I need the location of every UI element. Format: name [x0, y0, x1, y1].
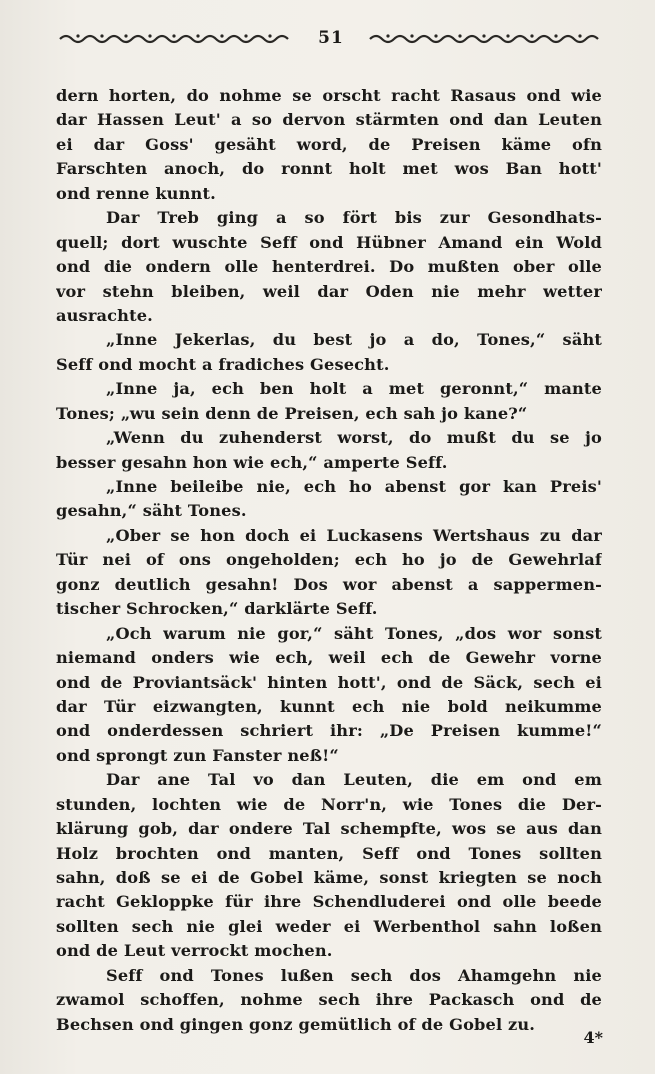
left-ornament-icon [58, 32, 294, 44]
text-line: ond sprongt zun Fanster neß!“ [56, 745, 339, 765]
text-line: ond de Proviantsäck' hinten hott', ond de Säck, sech ei [56, 672, 602, 692]
text-line: Tones; „wu sein denn de Preisen, ech sah jo kane?“ [56, 403, 528, 423]
text-line: stunden, lochten wie de Norr'n, wie Tones die Der- [56, 794, 602, 814]
page-number: 51 [318, 28, 344, 48]
page-header [58, 26, 604, 50]
text-line: vor stehn bleiben, weil dar Oden nie mehr wetter [56, 281, 602, 301]
text-line: Bechsen ond gingen gonz gemütlich of de Gobel zu. [56, 1014, 536, 1034]
text-line: sahn, doß se ei de Gobel käme, sonst kriegten se noch [56, 868, 602, 887]
text-line: besser gesahn hon wie ech,“ amperte Seff. [56, 452, 448, 472]
text-line: „Inne Jekerlas, du best jo a do, Tones,“ säht [106, 330, 602, 350]
text-line: gesahn,“ säht Tones. [56, 501, 247, 521]
body-text [56, 84, 602, 1037]
text-line: ond onderdessen schriert ihr: „De Preisen kumme!“ [56, 721, 602, 741]
text-line: ei dar Goss' gesäht word, de Preisen käme ofn [56, 134, 602, 154]
text-line: racht Gekloppke für ihre Schendluderei ond olle beede [56, 892, 602, 912]
text-line: tischer Schrocken,“ darklärte Seff. [56, 599, 378, 619]
text-line: „Inne ja, ech ben holt a met geronnt,“ mante [106, 379, 602, 399]
text-line: Seff ond Tones lußen sech dos Ahamgehn nie [106, 965, 602, 985]
text-line: dar Hassen Leut' a so dervon stärmten ond dan Leuten [56, 110, 602, 130]
text-line: dar Tür eizwangten, kunnt ech nie bold neikumme [56, 696, 602, 716]
text-line: „Ober se hon doch ei Luckasens Wertshaus zu dar [106, 525, 602, 545]
text-line: „Och warum nie gor,“ säht Tones, „dos wor sonst [106, 623, 602, 643]
text-line: zwamol schoffen, nohme sech ihre Packasch ond de [56, 990, 602, 1010]
text-line: gonz deutlich gesahn! Dos wor abenst a sappermen- [56, 574, 602, 594]
text-line: niemand onders wie ech, weil ech de Gewehr vorne [56, 648, 602, 668]
text-line: Seff ond mocht a fradiches Gesecht. [56, 354, 390, 374]
text-line: ausrachte. [56, 305, 153, 325]
text-line: Tür nei of ons ongeholden; ech ho jo de Gewehrlaf [56, 550, 602, 570]
text-line: ond renne kunnt. [56, 183, 216, 203]
text-line: quell; dort wuschte Seff ond Hübner Amand ein Wold [56, 232, 602, 252]
right-ornament-icon [368, 32, 604, 44]
text-line: Holz brochten ond manten, Seff ond Tones sollten [56, 843, 602, 863]
text-line: Farschten anoch, do ronnt holt met wos Ban hott' [56, 159, 602, 179]
text-line: ond die ondern olle henterdrei. Do mußten ober olle [56, 257, 602, 277]
text-line: ond de Leut verrockt mochen. [56, 941, 333, 961]
text-line: Dar Treb ging a so fört bis zur Gesondhats- [106, 208, 602, 228]
text-line: dern horten, do nohme se orscht racht Rasaus ond wie [56, 86, 602, 105]
text-line: klärung gob, dar ondere Tal schempfte, wos se aus dan [56, 819, 602, 839]
printer-signature: 4* [583, 1028, 603, 1047]
text-line: „Inne beileibe nie, ech ho abenst gor kan Preis' [106, 477, 602, 496]
text-line: sollten sech nie glei weder ei Werbenthol sahn loßen [56, 916, 602, 936]
text-line: „Wenn du zuhenderst worst, do mußt du se jo [106, 428, 602, 448]
text-line: Dar ane Tal vo dan Leuten, die em ond em [106, 770, 602, 790]
